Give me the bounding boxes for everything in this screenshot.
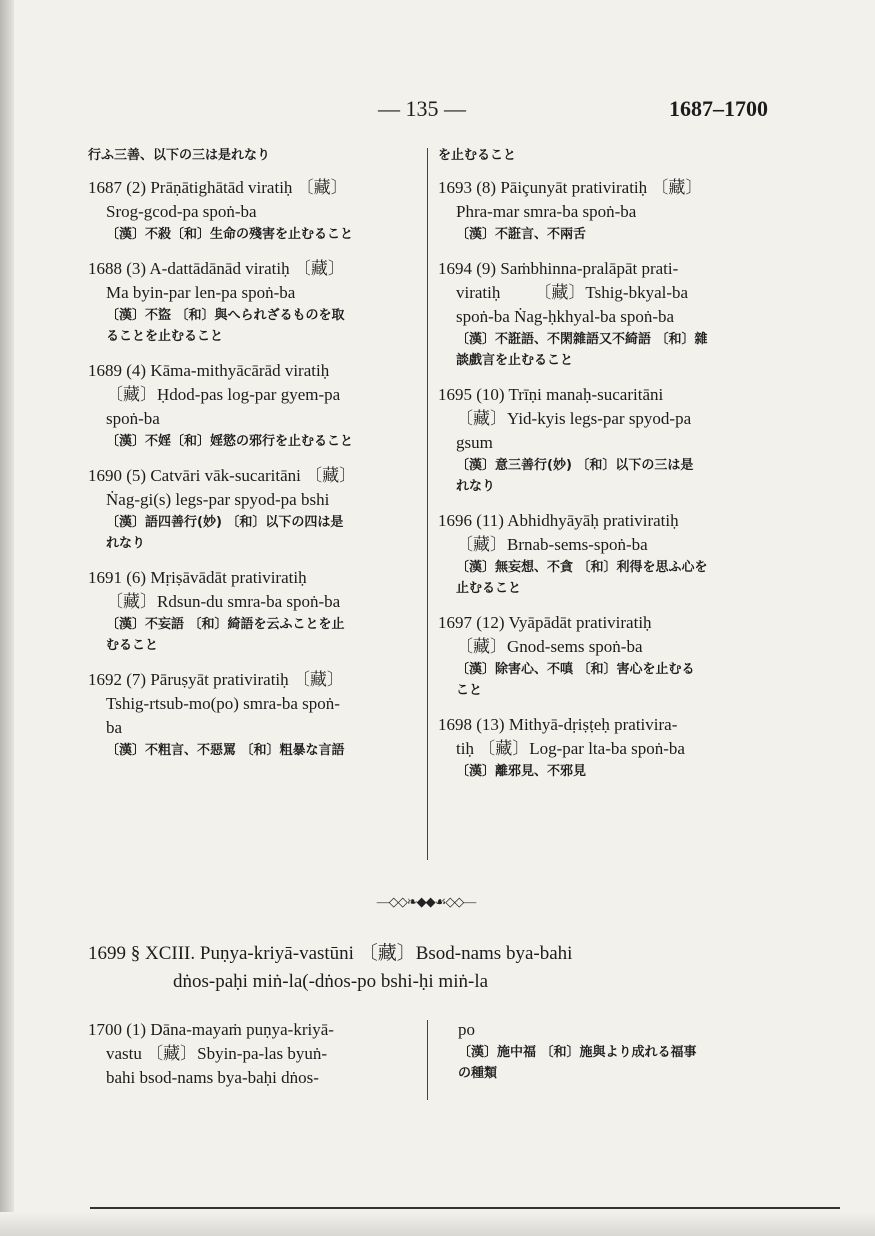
entry-tibetan: Phra-mar smra-ba spoṅ-ba: [456, 202, 637, 221]
page-edge-bottom: [0, 1212, 875, 1236]
entry-jp-cont: ることを止むること: [106, 329, 224, 344]
entry-1694: [438, 257, 768, 371]
page-header: [88, 96, 768, 126]
continuation-jp: 行ふ三善、以下の三は是れなり: [88, 148, 271, 163]
entry-1693: [438, 176, 768, 245]
entry-tibetan: Ṅag-gi(s) legs-par spyod-pa bshi: [106, 490, 330, 509]
entry-headword: 1698 (13) Mithyā-dṛiṣṭeḥ prativira-: [438, 715, 678, 734]
entry-tibetan: Tshig-rtsub-mo(po) smra-ba spoṅ-: [106, 694, 340, 713]
entry-jp: 〔漢〕不粗言、不惡罵 〔和〕粗暴な言語: [106, 743, 345, 758]
entry-tibetan-cont: ba: [106, 718, 123, 737]
bottom-right-column: [458, 1018, 788, 1084]
entry-jp: 〔漢〕不誑言、不兩舌: [456, 227, 587, 242]
entry-tibetan: Srog-gcod-pa spoṅ-ba: [106, 202, 257, 221]
entry-jp-cont: の種類: [458, 1066, 498, 1081]
entry-1687: [88, 176, 418, 245]
entry-jp: 〔漢〕不妄語 〔和〕綺語を云ふことを止: [106, 617, 345, 632]
bottom-left-column: [88, 1018, 418, 1090]
entry-jp: 〔漢〕離邪見、不邪見: [456, 764, 587, 779]
entry-headword: 1696 (11) Abhidhyāyāḥ prativiratiḥ: [438, 511, 679, 530]
entry-1690: [88, 464, 418, 554]
entry-jp: 〔漢〕除害心、不嗔 〔和〕害心を止むる: [456, 662, 695, 677]
entry-headword: 1691 (6) Mṛiṣāvādāt prativiratiḥ: [88, 568, 307, 587]
entry-tibetan-end: po: [458, 1020, 475, 1039]
entry-tibetan: tiḥ 〔藏〕Log-par lta-ba spoṅ-ba: [456, 739, 685, 758]
entry-tibetan-cont: spoṅ-ba Ṅag-ḥkhyal-ba spoṅ-ba: [456, 307, 675, 326]
left-column: [88, 145, 418, 773]
entry-jp: 〔漢〕語四善行(妙) 〔和〕以下の四は是: [106, 515, 344, 530]
section-heading: [88, 940, 778, 996]
entry-jp-cont: れなり: [106, 536, 146, 551]
entry-headword: 1692 (7) Pāruṣyāt prativiratiḥ 〔藏〕: [88, 670, 344, 689]
right-column: [438, 145, 768, 794]
entry-jp-cont: 止むること: [456, 581, 522, 596]
continuation-jp: を止むること: [438, 148, 517, 163]
entry-tibetan: 〔藏〕Ḥdod-pas log-par gyem-pa: [106, 385, 341, 404]
section-line-2: dṅos-paḥi miṅ-la(-dṅos-po bshi-ḥi miṅ-la: [173, 971, 489, 992]
section-line-1: 1699 § XCIII. Puṇya-kriyā-vastūni 〔藏〕Bsod-nams bya-bahi: [88, 943, 573, 964]
entry-jp: 〔漢〕不誑語、不閑雜語又不綺語 〔和〕雜: [456, 332, 708, 347]
entry-1698: [438, 713, 768, 782]
entry-1688: [88, 257, 418, 347]
entry-jp: 〔漢〕意三善行(妙) 〔和〕以下の三は是: [456, 458, 694, 473]
page-edge-shadow: [0, 0, 14, 1236]
entry-jp-cont: むること: [106, 638, 159, 653]
section-ornament: —◇◇❧◆◆☙◇◇—: [376, 894, 476, 909]
entry-range: 1687–1700: [669, 96, 768, 121]
entry-jp: 〔漢〕施中福 〔和〕施與より成れる福事: [458, 1045, 697, 1060]
entry-jp: 〔漢〕無妄想、不貪 〔和〕利得を思ふ心を: [456, 560, 708, 575]
entry-tibetan: 〔藏〕Gnod-sems spoṅ-ba: [456, 637, 643, 656]
entry-headword: 1695 (10) Trīṇi manaḥ-sucaritāni: [438, 385, 664, 404]
entry-jp: 〔漢〕不殺〔和〕生命の殘害を止むること: [106, 227, 354, 242]
bottom-rule: [90, 1207, 840, 1209]
entry-1697: [438, 611, 768, 701]
column-divider: [427, 148, 428, 860]
entry-tibetan: vastu 〔藏〕Sbyin-pa-las byuṅ-: [106, 1044, 327, 1063]
entry-headword: 1690 (5) Catvāri vāk-sucaritāni 〔藏〕: [88, 466, 357, 485]
entry-jp-cont: こと: [456, 683, 483, 698]
entry-1691: [88, 566, 418, 656]
entry-1696: [438, 509, 768, 599]
entry-tibetan: Ma byin-par len-pa spoṅ-ba: [106, 283, 296, 302]
entry-tibetan: viratiḥ 〔藏〕Tshig-bkyal-ba: [456, 283, 689, 302]
column-divider-bottom: [427, 1020, 428, 1100]
entry-1689: [88, 359, 418, 452]
entry-tibetan-cont: spoṅ-ba: [106, 409, 160, 428]
entry-jp: 〔漢〕不盜 〔和〕與へられざるものを取: [106, 308, 345, 323]
entry-1692: [88, 668, 418, 761]
entry-headword: 1688 (3) A-dattādānād viratiḥ 〔藏〕: [88, 259, 345, 278]
entry-headword: 1694 (9) Saṁbhinna-pralāpāt prati-: [438, 259, 679, 278]
entry-headword: 1689 (4) Kāma-mithyācārād viratiḥ: [88, 361, 330, 380]
entry-tibetan-cont: bahi bsod-nams bya-baḥi dṅos-: [106, 1068, 319, 1087]
entry-tibetan: 〔藏〕Rdsun-du smra-ba spoṅ-ba: [106, 592, 341, 611]
entry-headword: 1700 (1) Dāna-mayaṁ puṇya-kriyā-: [88, 1020, 334, 1039]
entry-headword: 1693 (8) Pāiçunyāt prativiratiḥ 〔藏〕: [438, 178, 703, 197]
entry-tibetan-cont: gsum: [456, 433, 493, 452]
entry-tibetan: 〔藏〕Yid-kyis legs-par spyod-pa: [456, 409, 692, 428]
entry-tibetan: 〔藏〕Brnab-sems-spoṅ-ba: [456, 535, 648, 554]
entry-headword: 1687 (2) Prāṇātighātād viratiḥ 〔藏〕: [88, 178, 348, 197]
page-number: — 135 —: [378, 96, 466, 121]
entry-headword: 1697 (12) Vyāpādāt prativiratiḥ: [438, 613, 652, 632]
entry-jp-cont: 談戲言を止むること: [456, 353, 574, 368]
entry-jp: 〔漢〕不婬〔和〕婬慾の邪行を止むること: [106, 434, 354, 449]
entry-1695: [438, 383, 768, 497]
entry-jp-cont: れなり: [456, 479, 496, 494]
